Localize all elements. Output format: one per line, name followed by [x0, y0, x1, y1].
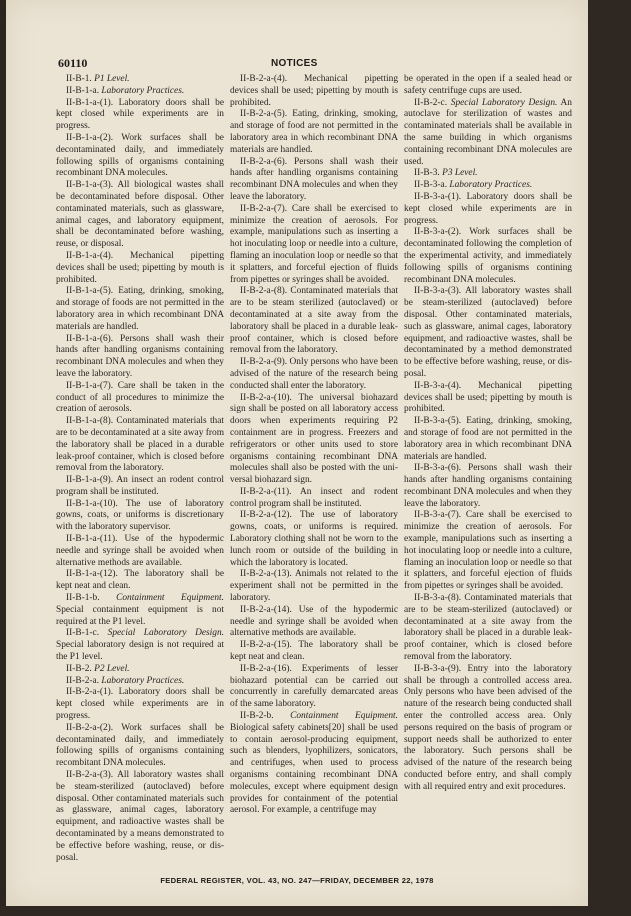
paragraph-text: Work surfaces shall be decontaminated daily, and immediately following spills of organisms containing recombitant DNA molecules. [56, 722, 224, 769]
paragraph [56, 723, 224, 770]
paragraph [230, 393, 398, 487]
paragraph-id: II-B-1-a-(8). [66, 416, 117, 427]
paragraph-text: Special containment equipment is not required at the P1 level. [56, 604, 224, 627]
paragraph-text: An insect and rodent control program shall be instituted. [230, 486, 398, 509]
paragraph [404, 74, 572, 98]
paragraph-id: II-B-2-b. [240, 711, 291, 722]
paragraph [404, 286, 572, 380]
paragraph-text: An autoclave for sterilization of wastes and contaminated materials shall be available in the same building in which organisms containing recombinant DNA molecules are used. [404, 97, 572, 167]
page-footer: FEDERAL REGISTER, VOL. 43, NO. 247—FRIDAY, DECEMBER 22, 1978 [160, 876, 434, 885]
paragraph [230, 487, 398, 511]
paragraph-id: II-B-3-a-(2). [414, 227, 470, 238]
paragraph-id: II-B-2-a-(3). [66, 770, 118, 781]
paragraph [56, 180, 224, 251]
paragraph [404, 168, 572, 180]
paragraph-text: Special laboratory design is not required at the P1 level. [56, 640, 224, 663]
paragraph-id: II-B-1-a-(6). [66, 333, 120, 344]
paragraph [56, 475, 224, 499]
paragraph-text: Use of the hypodermic needle and syringe shall be avoided when alternative methods are available. [56, 534, 224, 568]
paragraph-text: The laboratory shall be kept neat and clean. [230, 640, 398, 663]
paragraph-id: II-B-1-a-(7). [66, 380, 118, 391]
paragraph-heading: P3 Level. [442, 168, 478, 179]
paragraph-text: Contaminated materials that are to be decontaminated at a site away from the laboratory shall be placed in a durable leak-proof container, which is closed before removal from the laboratory. [56, 416, 224, 474]
paragraph [230, 664, 398, 711]
paragraph-heading: Laboratory Practices. [101, 675, 185, 686]
paragraph-text: Mechanical pipetting devices shall be used; pipetting by mouth is prohibited. [56, 250, 225, 285]
paragraph-text: The universal biohazard sign shall be posted on all laboratory access doors when experiments requiring P2 containment are in progress. Freezers and refrigerators or other units used to store organisms containing recombinant DNA molecules shall also be posted with the universal biohazard sign. [230, 392, 398, 486]
paragraph-text: Laboratory doors shall be kept closed while experiments are in progress. [56, 97, 224, 132]
paragraph-text: Mechanical pipetting devices shall be used; pipetting by mouth is prohibited. [230, 74, 399, 108]
column-3 [404, 74, 572, 794]
paragraph-id: II-B-3-a-(1). [414, 191, 467, 202]
paragraph-id: II-B-2-a-(13). [240, 569, 296, 580]
paragraph [56, 687, 224, 722]
paragraph-text: Eating, drinking, smoking, and storage of food are not permitted in the laboratory area in which recombinant DNA materials are handled. [230, 109, 398, 155]
paragraph-text: The laboratory shall be kept neat and clean. [56, 569, 224, 592]
paragraph-id: II-B-2-a-(7). [240, 203, 292, 214]
paragraph-id: II-B-2-a-(14). [240, 604, 299, 615]
paragraph-id: II-B-3-a-(9). [414, 663, 468, 674]
paragraph [56, 664, 224, 676]
paragraph-text: All biological wastes shall be decontaminated before disposal. Other contaminated materials, such as glassware, animal cages, and laboratory equipment, shall be decontaminated before washing, reuse, or disposal. [56, 180, 225, 250]
paragraph [230, 204, 398, 287]
paragraph [404, 593, 572, 664]
paragraph-id: II-B-2-a-(9). [240, 357, 290, 368]
paragraph-text: Care shall be exercised to minimize the creation of aerosols. For example, manipulations such as inserting a hot inoculating loop or needle into a culture, flaming an inoculation loop or needle so that it splatters, and forceful ejection of fluids from pipettes or syringes shall be avoided. [230, 203, 398, 285]
paragraph-text: Experiments of lesser biohazard potential can be carried out concurrently in carefully demarcated areas of the same laboratory. [230, 663, 398, 710]
paragraph-id: II-B-1-a-(11). [66, 534, 125, 545]
paragraph-id: II-B-2-a-(15). [240, 640, 299, 651]
paragraph [404, 98, 572, 169]
paragraph-id: II-B-3. [414, 168, 443, 179]
paragraph [56, 98, 224, 133]
paragraph-text: All laboratory wastes shall be steam-sterilized (autoclaved) before disposal. Other contaminated materials such as glassware, animal cages, laboratory equipment, and radioactive wastes shall be decontaminated by a means demonstrated to be effective before washing, reuse, or disposal. [56, 770, 224, 863]
paragraph-id: II-B-3-a-(3). [414, 286, 466, 297]
scan-edge-bottom [0, 906, 631, 916]
paragraph [230, 569, 398, 604]
paragraph-text: Persons shall wash their hands after handling organisms containing recombinant DNA molecules and when they leave the laboratory. [56, 333, 224, 379]
paragraph-text: Eating, drinking, smoking, and storage of foods are not permitted in the laboratory area in which recombinant DNA materials are handled. [56, 286, 224, 332]
paragraph [56, 534, 224, 569]
paragraph-id: II-B-3-a-(8). [414, 593, 465, 604]
paragraph-text: Only persons who have been advised of the nature of the research being conducted shall enter the laboratory. [230, 357, 398, 391]
paragraph-id: II-B-2-a-(1). [66, 687, 119, 698]
paragraph-text: Biological safety cabinets[20] shall be used to contain aerosol-producing equipment, such as blenders, lyophilizers, sonicators, and centrifuges, when used to process organisms containing recombinant DNA molecules, except where equipment design provides for containment of the potential aerosol. For example, a centrifuge may [230, 722, 398, 816]
paragraph-id: II-B-3-a-(6). [414, 463, 468, 474]
paragraph-text: Eating, drinking, smoking, and storage of food are not permitted in the laboratory area in which recombinant DNA materials are handled. [404, 416, 572, 462]
paragraph-text: Animals not related to the experiment shall not be permitted in the laboratory. [230, 569, 399, 604]
paragraph-id: II-B-3-a-(7). [414, 510, 466, 521]
paragraph-id: II-B-1-a-(3). [66, 180, 118, 191]
paragraph [230, 510, 398, 569]
paragraph-heading: Special Laboratory Design. [107, 628, 224, 639]
paragraph [56, 86, 224, 98]
paragraph-text: Laboratory doors shall be kept closed while experiments are in progress. [404, 191, 572, 226]
paragraph-text: The use of laboratory gowns, coats, or uniforms is discretionary with the laboratory supervisor. [56, 498, 224, 533]
paragraph-id: II-B-2-a-(5). [240, 109, 293, 120]
paragraph-heading: Containment Equipment. [116, 593, 224, 604]
paragraph-text: Entry into the laboratory shall be through a controlled access area. Only persons who have been advised of the nature of the research being conducted shall enter the controlled access area. Only persons required on the basis of program or support needs shall be authorized to enter the laboratory. Such persons shall be advised of the nature of the research being conducted before entry, and shall comply with all required entry and exit procedures. [404, 663, 572, 792]
paragraph-id: II-B-1-b. [66, 593, 117, 604]
paragraph [56, 593, 224, 628]
paragraph [56, 628, 224, 663]
paragraph-text: The use of laboratory gowns, coats, or uniforms is required. Laboratory clothing shall not be worn to the lunch room or outside of the building in which the laboratory is located. [230, 510, 398, 568]
paragraph [56, 381, 224, 416]
paragraph-id: II-B-1-c. [66, 628, 108, 639]
paragraph-heading: P1 Level. [94, 74, 130, 84]
paragraph-text: Contaminated materials that are to be steam-sterilized (autoclaved) or decontaminated at a site away from the laboratory shall be placed in a durable leak-proof container, which is closed before removal from the laboratory. [404, 593, 572, 663]
paragraph-id: II-B-2. [66, 663, 95, 674]
paragraph-text: Work surfaces shall be decontaminated daily, and immediately following spills of organisms containing recombinant DNA molecules. [56, 132, 224, 179]
paragraph-id: II-B-1-a-(5). [66, 286, 119, 297]
paragraph-heading: P2 Level. [94, 663, 130, 674]
paragraph [404, 381, 572, 416]
paragraph-heading: Laboratory Practices. [101, 85, 185, 96]
paragraph [56, 770, 224, 864]
section-title: NOTICES [271, 58, 318, 69]
paragraph-text: Persons shall wash their hands after handling organisms containing recombinant DNA molecules and when they leave the laboratory. [230, 156, 398, 202]
paragraph-text: Persons shall wash their hands after handling organisms containing recombinant DNA molecules and when they leave the laboratory. [404, 463, 572, 509]
paragraph-text: An insect an rodent control program shall be instituted. [56, 475, 224, 497]
paragraph [404, 180, 572, 192]
paragraph-id: II-B-1-a-(2). [66, 132, 122, 143]
paragraph [56, 74, 224, 86]
paragraph-text: be operated in the open if a sealed head or safety centrifuge cups are used. [404, 74, 572, 96]
paragraph [56, 499, 224, 534]
paragraph-id: II-B-2-a-(4). [240, 74, 305, 84]
paragraph [404, 510, 572, 593]
paragraph [230, 157, 398, 204]
paragraph [404, 664, 572, 794]
paragraph [230, 357, 398, 392]
paragraph [404, 416, 572, 463]
column-2 [230, 74, 398, 817]
paragraph-id: II-B-1-a-(12). [66, 569, 125, 580]
paragraph-id: II-B-2-a-(8). [240, 286, 291, 297]
page-number: 60110 [58, 56, 88, 70]
paragraph-text: Care shall be exercised to minimize the creation of aerosols. For example, manipulations such as inserting a hot inoculating loop or needle into a culture, flaming an inoculation loop or needle so that it splatters, and forceful ejection of fluids from pipettes or syringes shall be avoided. [404, 510, 572, 592]
paragraph [56, 569, 224, 593]
paragraph [230, 711, 398, 817]
paragraph-id: II-B-1-a-(4). [66, 250, 131, 261]
paragraph-id: II-B-2-a-(2). [66, 722, 122, 733]
paragraph-id: II-B-2-a-(11). [240, 486, 300, 497]
paragraph-text: Laboratory doors shall be kept closed while experiments are in progress. [56, 687, 224, 722]
paragraph-id: II-B-2-a-(16). [240, 663, 302, 674]
paragraph-id: II-B-1-a-(1). [66, 97, 119, 108]
paragraph-id: II-B-1-a-(9). [66, 475, 117, 486]
paragraph [404, 463, 572, 510]
paragraph [404, 192, 572, 227]
paragraph-id: II-B-2-a-(10). [240, 392, 299, 403]
paragraph [230, 74, 398, 109]
paragraph-id: II-B-1-a-(10). [66, 498, 126, 509]
paragraph-text: Contaminated materials that are to be steam sterilized (autoclaved) or decontaminated at a site away from the laboratory shall be placed in a durable leak-proof container, which is closed before removal from the laboratory. [230, 286, 398, 356]
paragraph [404, 227, 572, 286]
paragraph-id: II-B-3-a-(5). [414, 416, 467, 427]
column-1 [56, 74, 224, 864]
paragraph [56, 133, 224, 180]
paragraph-id: II-B-2-c. [414, 97, 451, 108]
paragraph [56, 416, 224, 475]
paragraph [230, 605, 398, 640]
paragraph-heading: Laboratory Practices. [449, 180, 533, 191]
paragraph-text: Work surfaces shall be decontaminated following the completion of the experimental activity, and immediately following spills of organisms contining recombinant DNA molecules. [404, 227, 572, 285]
paragraph [56, 334, 224, 381]
paragraph-id: II-B-2-a-(12). [240, 510, 300, 521]
paragraph-heading: Special Laboratory Design. [450, 97, 558, 108]
paragraph-id: II-B-1. [66, 74, 95, 84]
paragraph-id: II-B-2-a-(6). [240, 156, 294, 167]
paragraph-text: Mechanical pipetting devices shall be used; pipetting by mouth is prohibited. [404, 380, 573, 415]
paragraph [230, 286, 398, 357]
paragraph [56, 286, 224, 333]
paragraph-text: Care shall be taken in the conduct of all procedures to minimize the creation of aerosols. [56, 380, 224, 415]
paragraph-id: II-B-1-a. [66, 85, 102, 96]
paragraph-heading: Containment Equipment. [290, 711, 398, 722]
paragraph-text: All laboratory wastes shall be steam-sterilized (autoclaved) before disposal. Other contaminated materials, such as glassware, animal cages, laboratory equipment, and radioactive wastes, shall be decontaminated by a method demonstrated to be effective before washing, reuse, or disposal. [404, 286, 572, 379]
paragraph [56, 251, 224, 286]
scan-edge-right [588, 0, 631, 916]
document-page [6, 0, 588, 906]
paragraph [230, 640, 398, 664]
paragraph-id: II-B-3-a. [414, 180, 450, 191]
paragraph-id: II-B-2-a. [66, 675, 102, 686]
paragraph [56, 676, 224, 688]
paragraph [230, 109, 398, 156]
paragraph-text: Use of the hypodermic needle and syringe shall be avoided when alternative methods are available. [230, 604, 399, 639]
paragraph-id: II-B-3-a-(4). [414, 380, 479, 391]
